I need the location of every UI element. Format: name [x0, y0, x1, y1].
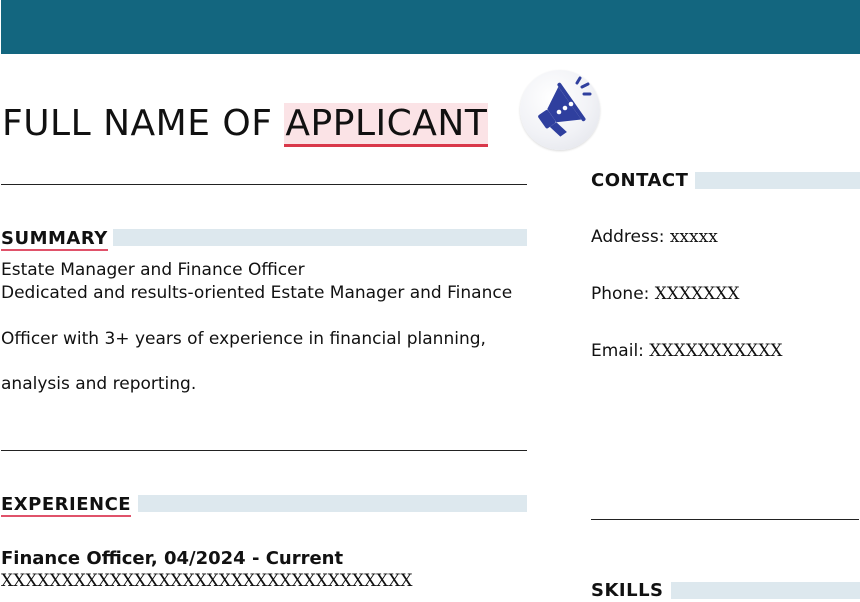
contact-email [591, 341, 782, 361]
phone-label: Phone: [591, 284, 655, 304]
contact-address [591, 227, 718, 247]
experience-heading: EXPERIENCE [1, 494, 132, 515]
contact-heading-bar [695, 172, 860, 189]
header-banner [1, 0, 860, 54]
summary-line-1: Dedicated and results-oriented Estate Manager and Finance [1, 283, 513, 303]
summary-heading: SUMMARY [1, 228, 108, 249]
name-prefix: FULL NAME OF [2, 103, 285, 144]
email-label: Email: [591, 341, 650, 361]
summary-heading-bar [113, 229, 527, 246]
megaphone-logo [520, 70, 600, 150]
skills-heading-bar [671, 582, 860, 599]
divider-right [591, 519, 859, 520]
contact-heading: CONTACT [591, 170, 689, 191]
summary-line-3: analysis and reporting. [1, 374, 197, 394]
applicant-name [2, 100, 488, 148]
name-highlight: APPLICANT [284, 103, 488, 147]
megaphone-icon [520, 70, 600, 150]
phone-value: XXXXXXX [654, 284, 740, 304]
address-value: xxxxx [669, 227, 718, 247]
summary-line-2: Officer with 3+ years of experience in financial planning, [1, 329, 486, 349]
address-label: Address: [591, 227, 670, 247]
summary-title: Estate Manager and Finance Officer [1, 260, 305, 280]
experience-heading-bar [138, 495, 527, 512]
email-value: XXXXXXXXXXX [649, 341, 783, 361]
divider-top-left [1, 184, 527, 185]
skills-heading: SKILLS [591, 580, 664, 601]
job-detail: XXXXXXXXXXXXXXXXXXXXXXXXXXXXXXXXXX [1, 571, 413, 591]
job-title: Finance Officer, 04/2024 - Current [1, 548, 344, 569]
contact-phone [591, 284, 740, 304]
divider-mid-left [1, 450, 527, 451]
